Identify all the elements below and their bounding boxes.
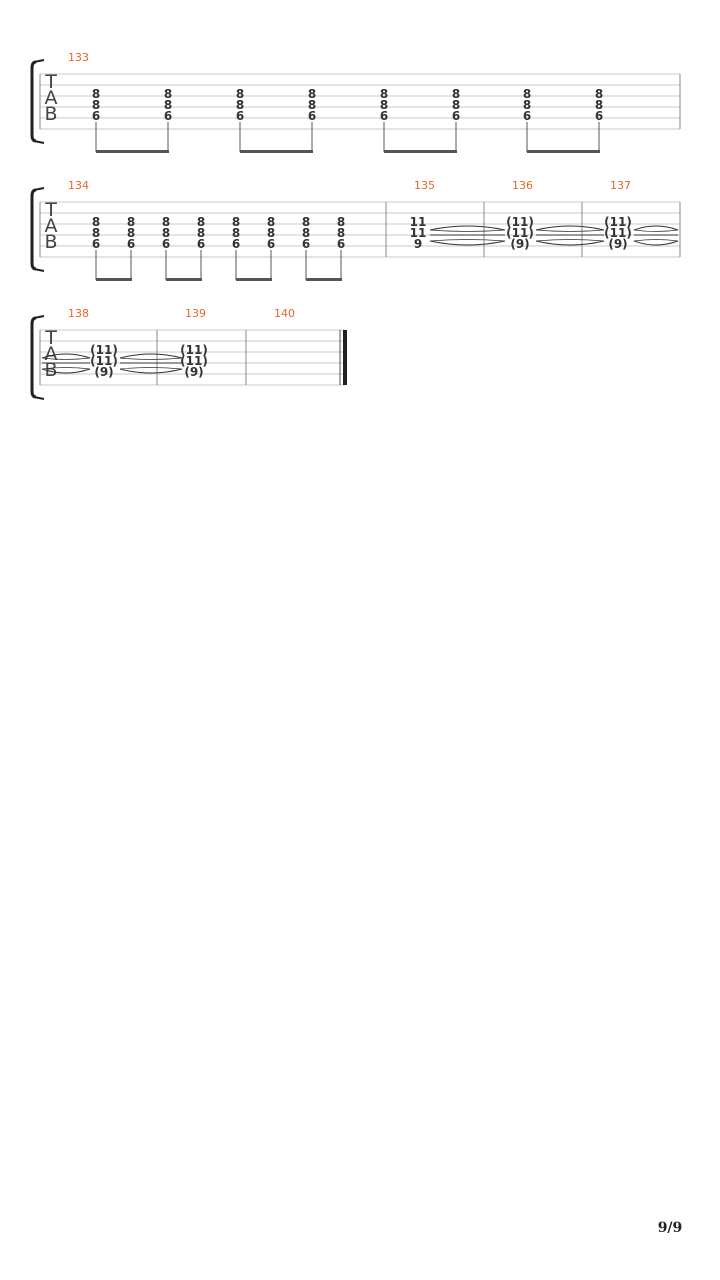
fret-number: 6 bbox=[379, 109, 389, 123]
measure-number: 139 bbox=[185, 307, 206, 320]
fret-number: 8 bbox=[126, 215, 136, 229]
fret-number: 8 bbox=[161, 215, 171, 229]
note-beam bbox=[384, 150, 457, 153]
fret-number: (9) bbox=[510, 237, 530, 251]
fret-number: 8 bbox=[91, 215, 101, 229]
note-beam bbox=[306, 278, 342, 281]
fret-number: (11) bbox=[180, 354, 208, 368]
measure-number: 136 bbox=[512, 179, 533, 192]
fret-number: 8 bbox=[91, 226, 101, 240]
measure-number: 134 bbox=[68, 179, 89, 192]
fret-number: 6 bbox=[307, 109, 317, 123]
note-beam bbox=[240, 150, 313, 153]
tie-arc bbox=[120, 368, 182, 370]
measure-number: 137 bbox=[610, 179, 631, 192]
fret-number: (9) bbox=[94, 365, 114, 379]
note-beam bbox=[96, 278, 132, 281]
fret-number: 11 bbox=[409, 215, 427, 229]
fret-number: 8 bbox=[522, 87, 532, 101]
fret-number: 6 bbox=[266, 237, 276, 251]
fret-number: (9) bbox=[608, 237, 628, 251]
tie-arc bbox=[430, 240, 505, 242]
note-beam bbox=[527, 150, 600, 153]
fret-number: (11) bbox=[604, 226, 632, 240]
fret-number: 8 bbox=[336, 226, 346, 240]
fret-number: (9) bbox=[184, 365, 204, 379]
measure-number: 138 bbox=[68, 307, 89, 320]
fret-number: 6 bbox=[91, 109, 101, 123]
fret-number: 8 bbox=[161, 226, 171, 240]
fret-number: (11) bbox=[506, 226, 534, 240]
tie-arc bbox=[120, 354, 182, 358]
tie-arc bbox=[430, 230, 505, 232]
fret-number: (11) bbox=[180, 343, 208, 357]
fret-number: 8 bbox=[301, 226, 311, 240]
system-bracket bbox=[32, 318, 36, 397]
system-bracket bbox=[32, 190, 36, 269]
fret-number: (11) bbox=[90, 343, 118, 357]
fret-number: 8 bbox=[522, 98, 532, 112]
fret-number: 8 bbox=[196, 226, 206, 240]
fret-number: 8 bbox=[231, 215, 241, 229]
fret-number: 8 bbox=[163, 87, 173, 101]
fret-number: (11) bbox=[90, 354, 118, 368]
tie-arc bbox=[536, 226, 604, 230]
tie-arc bbox=[634, 226, 678, 230]
fret-number: 6 bbox=[163, 109, 173, 123]
fret-number: 11 bbox=[409, 226, 427, 240]
tie-arc bbox=[120, 369, 182, 373]
fret-number: 8 bbox=[266, 215, 276, 229]
fret-number: 8 bbox=[379, 98, 389, 112]
fret-number: 8 bbox=[196, 215, 206, 229]
note-beam bbox=[166, 278, 202, 281]
fret-number: 6 bbox=[196, 237, 206, 251]
page-number: 9/9 bbox=[657, 1220, 683, 1236]
fret-number: 8 bbox=[451, 98, 461, 112]
fret-number: (11) bbox=[506, 215, 534, 229]
fret-number: 8 bbox=[266, 226, 276, 240]
fret-number: 6 bbox=[594, 109, 604, 123]
fret-number: 6 bbox=[91, 237, 101, 251]
system-bracket-hook bbox=[34, 188, 44, 271]
fret-number: 8 bbox=[379, 87, 389, 101]
fret-number: 6 bbox=[301, 237, 311, 251]
tie-arc bbox=[430, 241, 505, 245]
tie-arc bbox=[634, 240, 678, 242]
final-barline-thick bbox=[343, 330, 347, 385]
fret-number: 6 bbox=[451, 109, 461, 123]
tab-clef-letter: B bbox=[44, 103, 58, 125]
fret-number: 8 bbox=[594, 98, 604, 112]
measure-number: 140 bbox=[274, 307, 295, 320]
tie-arc bbox=[536, 230, 604, 232]
tie-arc bbox=[536, 241, 604, 245]
fret-number: 8 bbox=[307, 98, 317, 112]
fret-number: 6 bbox=[126, 237, 136, 251]
system-bracket-hook bbox=[34, 60, 44, 143]
note-beam bbox=[236, 278, 272, 281]
fret-number: 8 bbox=[91, 87, 101, 101]
tab-clef-letter: A bbox=[44, 87, 58, 109]
measure-number: 133 bbox=[68, 51, 89, 64]
fret-number: 8 bbox=[231, 226, 241, 240]
fret-number: 8 bbox=[336, 215, 346, 229]
tab-clef-letter: A bbox=[44, 343, 58, 365]
fret-number: (11) bbox=[604, 215, 632, 229]
measure-number: 135 bbox=[414, 179, 435, 192]
tab-clef-letter: T bbox=[45, 199, 57, 221]
fret-number: 6 bbox=[522, 109, 532, 123]
note-beam bbox=[96, 150, 169, 153]
tie-arc bbox=[536, 240, 604, 242]
fret-number: 6 bbox=[235, 109, 245, 123]
tab-clef-letter: T bbox=[45, 71, 57, 93]
fret-number: 8 bbox=[235, 98, 245, 112]
fret-number: 6 bbox=[161, 237, 171, 251]
fret-number: 8 bbox=[126, 226, 136, 240]
fret-number: 8 bbox=[163, 98, 173, 112]
tie-arc bbox=[634, 230, 678, 232]
tie-arc bbox=[430, 226, 505, 230]
fret-number: 8 bbox=[307, 87, 317, 101]
tab-clef-letter: B bbox=[44, 231, 58, 253]
tab-clef-letter: T bbox=[45, 327, 57, 349]
fret-number: 9 bbox=[413, 237, 423, 251]
fret-number: 8 bbox=[235, 87, 245, 101]
tie-arc bbox=[634, 241, 678, 245]
fret-number: 8 bbox=[91, 98, 101, 112]
system-bracket bbox=[32, 62, 36, 141]
fret-number: 8 bbox=[451, 87, 461, 101]
fret-number: 6 bbox=[231, 237, 241, 251]
tab-clef-letter: A bbox=[44, 215, 58, 237]
tab-clef-letter: B bbox=[44, 359, 58, 381]
tie-arc bbox=[120, 358, 182, 360]
fret-number: 8 bbox=[594, 87, 604, 101]
fret-number: 6 bbox=[336, 237, 346, 251]
fret-number: 8 bbox=[301, 215, 311, 229]
